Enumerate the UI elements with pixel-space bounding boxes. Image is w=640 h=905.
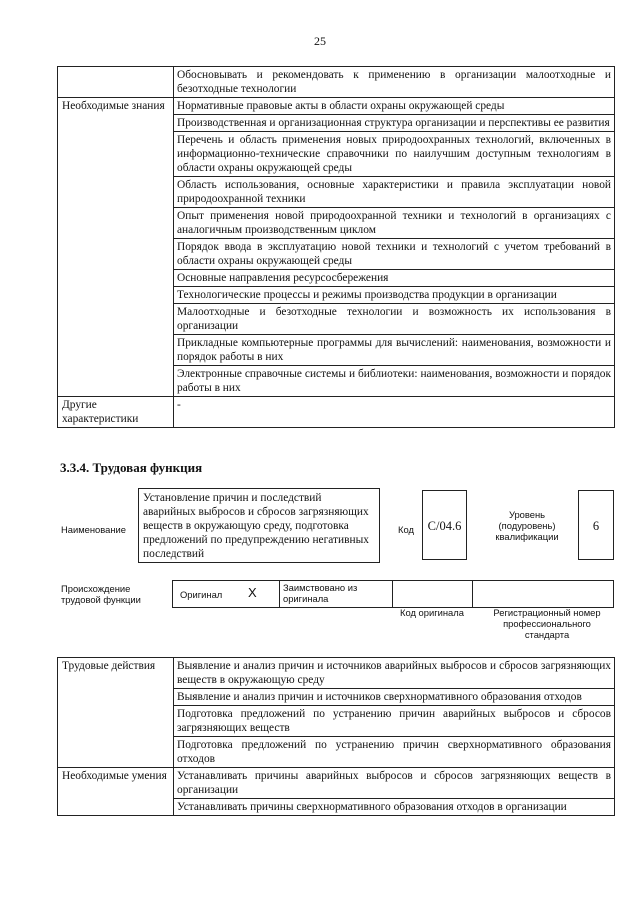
top-requirements-table — [57, 66, 615, 428]
table-row — [58, 768, 615, 799]
code-original-cell — [393, 581, 473, 607]
qualification-level-label: Уровень (подуровень) квалификации — [495, 509, 559, 542]
table-cell: Выявление и анализ причин и источников сверхнормативного образования отходов — [174, 689, 615, 706]
name-label: Наименование — [61, 524, 126, 535]
table-cell: Область использования, основные характеристики и правила эксплуатации новой природоохранной техники — [174, 177, 615, 208]
row-label: Необходимые умения — [58, 768, 174, 816]
table-cell: Основные направления ресурсосбережения — [174, 270, 615, 287]
row-label: Необходимые знания — [58, 98, 174, 397]
table-cell: Устанавливать причины сверхнормативного образования отходов в организации — [174, 799, 615, 816]
table-cell: Порядок ввода в эксплуатацию новой техники и технологий с учетом требований в области охраны окружающей среды — [174, 239, 615, 270]
page-number: 25 — [314, 34, 326, 48]
function-name: Установление причин и последствий аварийных выбросов и сбросов загрязняющих веществ в окружающую среду, подготовка предложений по предупреждению негативных последствий — [138, 488, 380, 563]
function-code: C/04.6 — [422, 490, 467, 560]
code-label: Код — [398, 524, 414, 535]
bottom-actions-table — [57, 657, 615, 816]
original-cell — [172, 581, 280, 607]
code-original-label: Код оригинала — [400, 607, 464, 618]
borrowed-label: Заимствовано из оригинала — [283, 582, 358, 604]
origin-label: Происхождение трудовой функции — [61, 583, 141, 605]
table-row — [58, 98, 615, 115]
table-cell: Производственная и организационная структура организации и перспективы ее развития — [174, 115, 615, 132]
table-cell: Перечень и область применения новых природоохранных технологий, включенных в информационно-технические справочники по наилучшим доступным технологиям в области охраны окружающей среды — [174, 132, 615, 177]
table-cell: - — [174, 397, 615, 428]
table-cell: Подготовка предложений по устранению причин аварийных выбросов и сбросов загрязняющих веществ — [174, 706, 615, 737]
table-cell: Нормативные правовые акты в области охраны окружающей среды — [174, 98, 615, 115]
table-cell: Электронные справочные системы и библиотеки: наименования, возможности и порядок работы в них — [174, 366, 615, 397]
row-label: Другие характеристики — [58, 397, 174, 428]
row-label: Трудовые действия — [58, 658, 174, 768]
table-row — [58, 397, 615, 428]
borrowed-cell — [280, 581, 393, 607]
table-row — [58, 658, 615, 689]
table-cell: Малоотходные и безотходные технологии и возможность их использования в организации — [174, 304, 615, 335]
origin-row — [172, 580, 614, 608]
table-row — [58, 67, 615, 98]
table-cell: Обосновывать и рекомендовать к применению в организации малоотходные и безотходные технологии — [174, 67, 615, 98]
row-label — [58, 67, 174, 98]
table-cell: Выявление и анализ причин и источников аварийных выбросов и сбросов загрязняющих веществ в окружающую среду — [174, 658, 615, 689]
table-cell: Подготовка предложений по устранению причин сверхнормативного образования отходов — [174, 737, 615, 768]
table-cell: Устанавливать причины аварийных выбросов и сбросов загрязняющих веществ в организации — [174, 768, 615, 799]
original-label: Оригинал — [180, 589, 223, 600]
reg-number-cell — [473, 581, 614, 607]
table-cell: Прикладные компьютерные программы для вычислений: наименования, возможности и порядок работы в них — [174, 335, 615, 366]
reg-number-label: Регистрационный номер профессионального стандарта — [493, 607, 601, 640]
qualification-level: 6 — [578, 490, 614, 560]
original-mark: X — [248, 585, 257, 600]
table-cell: Опыт применения новой природоохранной техники и технологий в организациях с аналогичным производственным циклом — [174, 208, 615, 239]
table-cell: Технологические процессы и режимы производства продукции в организации — [174, 287, 615, 304]
section-title: 3.3.4. Трудовая функция — [60, 460, 203, 475]
